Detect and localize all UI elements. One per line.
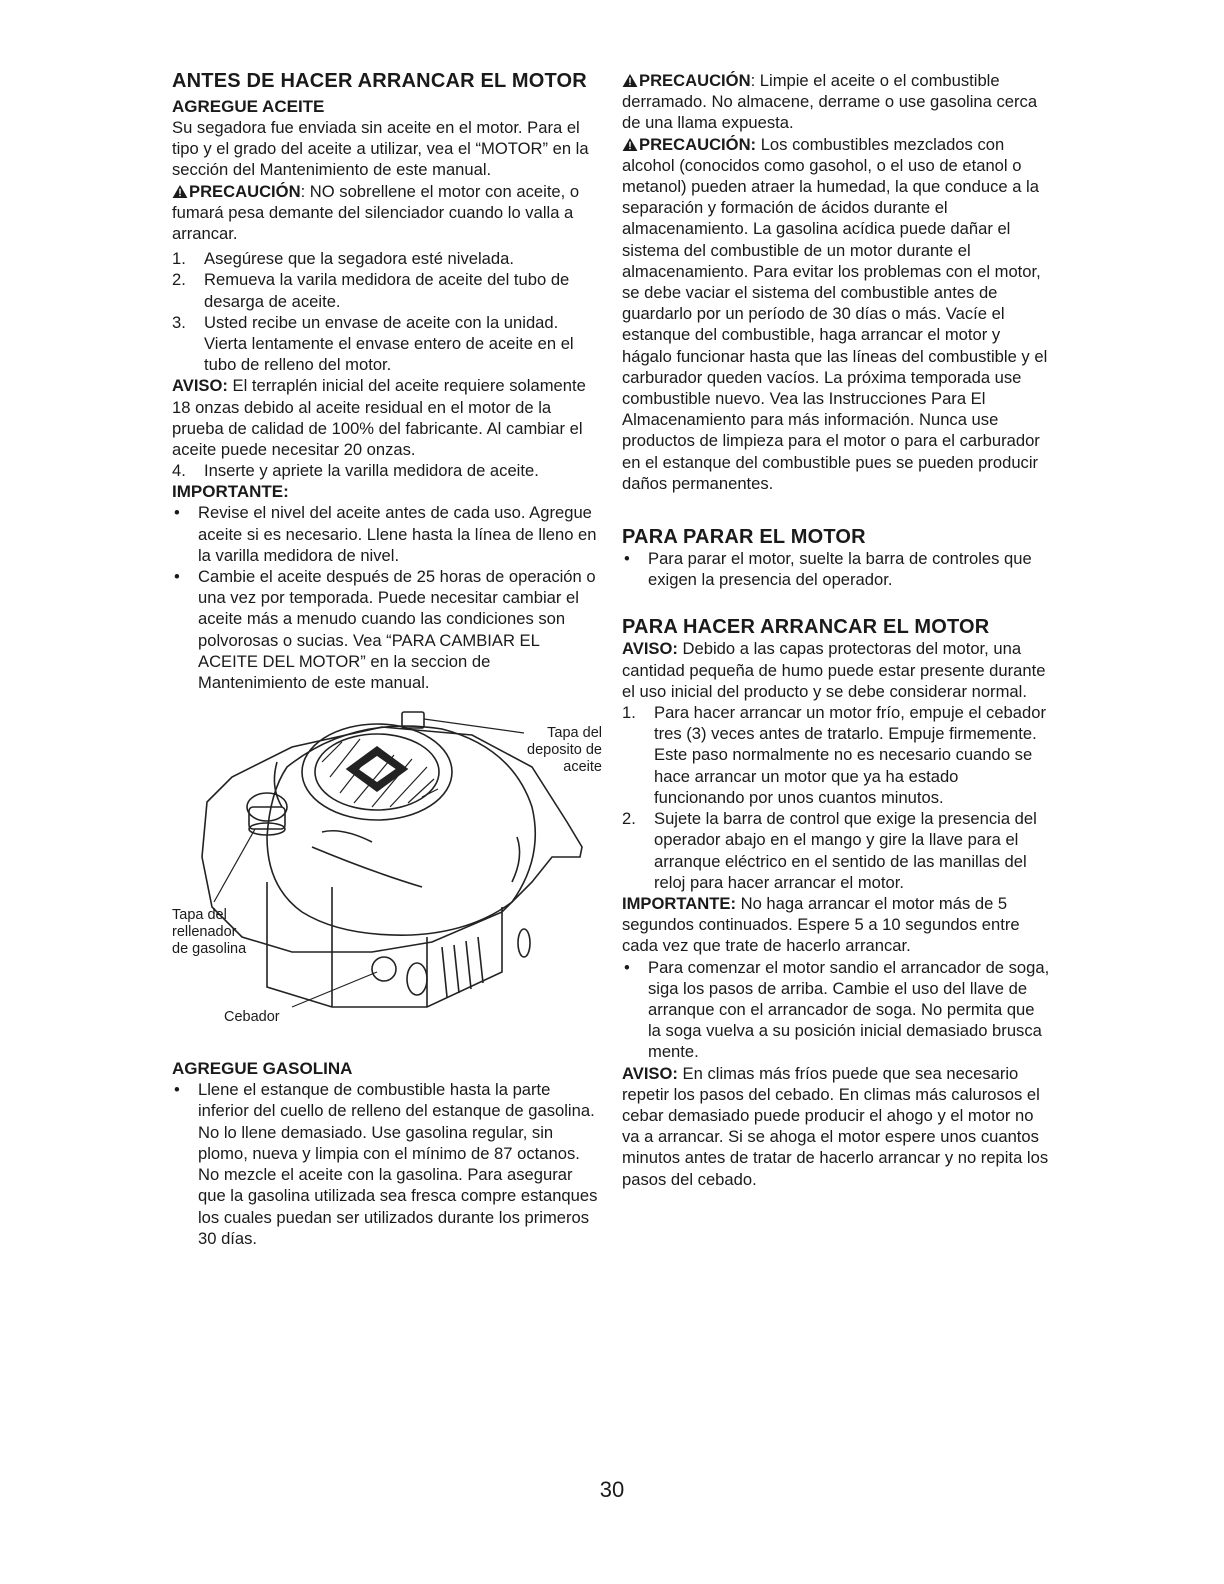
caution-spill: PRECAUCIÓN: Limpie el aceite o el combustible derramado. No almacene, derrame o use gasolina cerca de una llama expuesta. (622, 71, 1038, 133)
list-item: • Revise el nivel del aceite antes de cada uso. Agregue aceite si es necesario. Llene hasta la línea de lleno en la varilla medidora de nivel. (174, 503, 597, 565)
list-item: 3. Usted recibe un envase de aceite con la unidad. Vierta lentamente el envase entero de aceite en el tubo de relleno del motor. (172, 312, 574, 375)
warning-triangle-icon (622, 74, 638, 87)
list-item: 1. Para hacer arrancar un motor frío, empuje el cebador tres (3) veces antes de tratarlo. Empuje firmemente. Este paso normalmente no es necesario cuando se hace arrancar un motor que ya ha estado funcionando por unos cuantos minutos. (622, 703, 1046, 807)
right-column (622, 70, 1052, 1190)
heading-start-engine: PARA HACER ARRANCAR EL MOTOR (622, 616, 990, 639)
oil-intro-text: Su segadora fue enviada sin aceite en el motor. Para el tipo y el grado del aceite a utilizar, vea el “MOTOR” en la sección del Mantenimiento de este manual. (172, 118, 589, 180)
list-item: • Llene el estanque de combustible hasta la parte inferior del cuello de relleno del estanque de gasolina. No lo llene demasiado. Use gasolina regular, sin plomo, nueva y limpia con el mínimo de 87 octanos. No mezcle el aceite con la gasolina. Para asegurar que la gasolina utilizada sea fresca compre estanques los cuales puedan ser utilizados durante los primeros 30 días. (174, 1080, 598, 1248)
label-fuel-cap: Tapa del rellenador de gasolina (172, 907, 247, 958)
list-item: • Cambie el aceite después de 25 horas de operación o una vez por temporada. Puede necesitar cambiar el aceite más a menudo cuando las condiciones son polvorosas o sucias. Vea “PARA CAMBIAR EL ACEITE DEL MOTOR” en la seccion de Mantenimiento de este manual. (174, 567, 596, 693)
left-column (172, 70, 602, 1249)
notice-smoke: AVISO: Debido a las capas protectoras del motor, una cantidad pequeña de humo puede estar presente durante el uso inicial del producto y se debe considerar normal. (622, 639, 1046, 701)
warning-triangle-icon (622, 138, 638, 151)
notice-oil-fill: AVISO: El terraplén inicial del aceite requiere solamente 18 onzas debido al aceite residual en el motor de la prueba de calidad de 100% del fabricante. Al cambiar el aceite puede necesitar 20 onzas. (172, 376, 586, 460)
heading-important: IMPORTANTE: (172, 482, 289, 502)
engine-illustration (172, 707, 612, 1052)
list-item: 4. Inserte y apriete la varilla medidora de aceite. (172, 461, 539, 481)
label-primer: Cebador (224, 1009, 280, 1026)
caution-alcohol-fuels: PRECAUCIÓN: Los combustibles mezclados con alcohol (conocidos como gasohol, o el uso de etanol o metanol) pueden atraer la humedad, la que conduce a la separación y formación de ácidos durante el almacenamiento. La gasolina acídica puede dañar el sistema del combustible de un motor durante el almacenamiento. Para evitar los problemas con el motor, se debe vaciar el sistema del combustible antes de guardarlo por un período de 30 días o más. Vacíe el estanque del combustible, haga arrancar el motor y hágalo funcionar hasta que las líneas del combustible y el carburador queden vacíos. La próxima temporada use combustible nuevo. Vea las Instrucciones Para El Almacenamiento para más información. Nunca use productos de limpieza para el motor o para el carburador en el estanque del combustible pues se pueden producir daños permanentes. (622, 134, 1048, 493)
caution-text: : NO sobrellene el motor con aceite, o fumará pesa demante del silenciador cuando lo valla a arrancar. (172, 181, 580, 244)
label-oil-cap: Tapa del deposito de aceite (527, 725, 602, 776)
heading-add-gasoline: AGREGUE GASOLINA (172, 1059, 353, 1079)
list-item: • Para parar el motor, suelte la barra de controles que exigen la presencia del operador. (624, 549, 1032, 590)
list-item: 2. Remueva la varila medidora de aceite del tubo de desarga de aceite. (172, 270, 570, 311)
heading-stop-engine: PARA PARAR EL MOTOR (622, 526, 866, 549)
page-number: 30 (599, 1477, 625, 1502)
section-title-before-start: ANTES DE HACER ARRANCAR EL MOTOR (172, 70, 587, 92)
list-item: 2. Sujete la barra de control que exige la presencia del operador abajo en el mango y gire la llave para el arranque eléctrico en el sentido de las manillas del reloj para hacer arrancar el motor. (622, 809, 1037, 892)
caution-label: PRECAUCIÓN (189, 181, 301, 201)
list-item: 1. Asegúrese que la segadora esté nivelada. (172, 249, 514, 269)
heading-add-oil: AGREGUE ACEITE (172, 97, 325, 116)
caution-overfill (172, 181, 602, 245)
notice-climate: AVISO: En climas más fríos puede que sea necesario repetir los pasos del cebado. En climas más calurosos el cebar demasiado puede producir el ahogo y el motor no va a arrancar. Si se ahoga el motor espere unos cuantos minutos antes de tratar de hacerlo arrancar y no repita los pasos del cebado. (622, 1063, 1049, 1189)
warning-triangle-icon (172, 185, 188, 198)
list-item: • Para comenzar el motor sandio el arrancador de soga, siga los pasos de arriba. Cambie el uso del llave de arranque con el arrancador de soga. No permita que la soga vuelva a su posición inicial demasiado brusca mente. (624, 957, 1050, 1062)
important-cranking: IMPORTANTE: No haga arrancar el motor más de 5 segundos continuados. Espere 5 a 10 segundos entre cada vez que trate de hacerlo arrancar. (622, 893, 1020, 956)
